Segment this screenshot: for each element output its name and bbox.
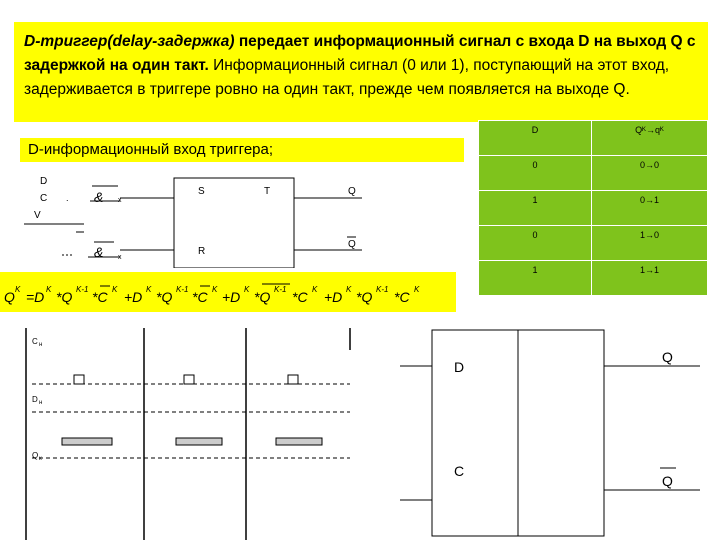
block-output-q: Q (662, 349, 673, 365)
formula-box (0, 272, 456, 312)
circuit-input-v: V (34, 210, 41, 221)
timing-sub-c: н (39, 342, 43, 348)
svg-text:K: K (212, 285, 218, 294)
svg-text:*Q: *Q (356, 289, 373, 305)
lower-and-gate (62, 242, 122, 261)
truth-table (478, 120, 708, 296)
circuit-output-q: Q (348, 186, 356, 197)
svg-text:K: K (15, 285, 21, 294)
svg-text:=D: =D (26, 289, 45, 305)
output-signal-row (32, 438, 350, 458)
timing-sub-q: к (39, 456, 42, 462)
table-cell: 1→1 (592, 261, 708, 296)
svg-text:K: K (414, 285, 420, 294)
pin-t-label: T (264, 186, 271, 197)
timing-sub-d: н (39, 400, 43, 406)
block-pin-c: C (454, 463, 465, 479)
svg-text:*Q: *Q (56, 289, 73, 305)
intro-description: Информационный сигнал (0 или 1), поступающий на этот вход, задерживается в триггере ровно на один такт, прежде чем появляется на выходе Q. (24, 57, 670, 98)
svg-text:K: K (312, 285, 318, 294)
svg-text:x: x (118, 197, 122, 204)
svg-text:+D: +D (324, 289, 343, 305)
table-cell: 0→1 (592, 191, 708, 226)
table-cell: 1→0 (592, 226, 708, 261)
svg-text:K: K (146, 285, 152, 294)
svg-text:K-1: K-1 (176, 285, 189, 294)
pin-r-label: R (198, 246, 206, 257)
block-output-qbar: Q (662, 473, 673, 489)
table-cell: 0 (479, 156, 592, 191)
intro-text-box (14, 22, 708, 122)
svg-text:K: K (244, 285, 250, 294)
timing-label-d: D (32, 395, 38, 404)
svg-text:K-1: K-1 (274, 285, 287, 294)
svg-text:Q: Q (4, 289, 15, 305)
svg-text:K: K (46, 285, 52, 294)
svg-text:*C: *C (394, 289, 410, 305)
table-row (479, 156, 708, 191)
timing-diagram (24, 328, 354, 540)
table-row (479, 191, 708, 226)
table-row (479, 261, 708, 296)
svg-text:*C: *C (192, 289, 208, 305)
table-cell: 1 (479, 191, 592, 226)
svg-text:K: K (112, 285, 118, 294)
table-header-row (479, 121, 708, 156)
timing-label-c: C (32, 337, 38, 346)
svg-text:*C: *C (292, 289, 308, 305)
svg-text:*Q: *Q (156, 289, 173, 305)
svg-text:+D: +D (222, 289, 241, 305)
svg-text:*C: *C (92, 289, 108, 305)
table-header-cell: Qᴷ→qᴷ (592, 121, 708, 156)
d-trigger-circuit (22, 168, 374, 268)
block-pin-d: D (454, 359, 465, 375)
table-header-cell: D (479, 121, 592, 156)
svg-text:K: K (346, 285, 352, 294)
pin-s-label: S (198, 186, 205, 197)
circuit-input-d: D (40, 176, 48, 187)
upper-and-gate (66, 186, 122, 205)
svg-text:x: x (118, 254, 122, 261)
table-cell: 1 (479, 261, 592, 296)
intro-definition: передает информационный сигнал с входа D на выход Q с задержкой на один такт. (24, 33, 696, 74)
svg-text:+D: +D (124, 289, 143, 305)
svg-text:.: . (66, 193, 69, 203)
formula-expression (0, 272, 456, 312)
trigger-box (174, 178, 294, 268)
svg-text:K-1: K-1 (76, 285, 89, 294)
clock-signal-row (32, 375, 350, 384)
d-input-label: D-информационный вход триггера; (20, 138, 464, 162)
circuit-input-c: C (40, 193, 48, 204)
and-gate-symbol: & (94, 244, 104, 260)
d-trigger-block (400, 326, 700, 540)
intro-term: D-триггер(delay-задержка) (24, 33, 235, 50)
table-cell: 0 (479, 226, 592, 261)
svg-text:*Q: *Q (254, 289, 271, 305)
timing-label-q: Q (32, 451, 39, 460)
circuit-output-qbar: Q (348, 239, 356, 250)
table-cell: 0→0 (592, 156, 708, 191)
table-row (479, 226, 708, 261)
svg-text:K-1: K-1 (376, 285, 389, 294)
and-gate-symbol: & (94, 189, 104, 205)
